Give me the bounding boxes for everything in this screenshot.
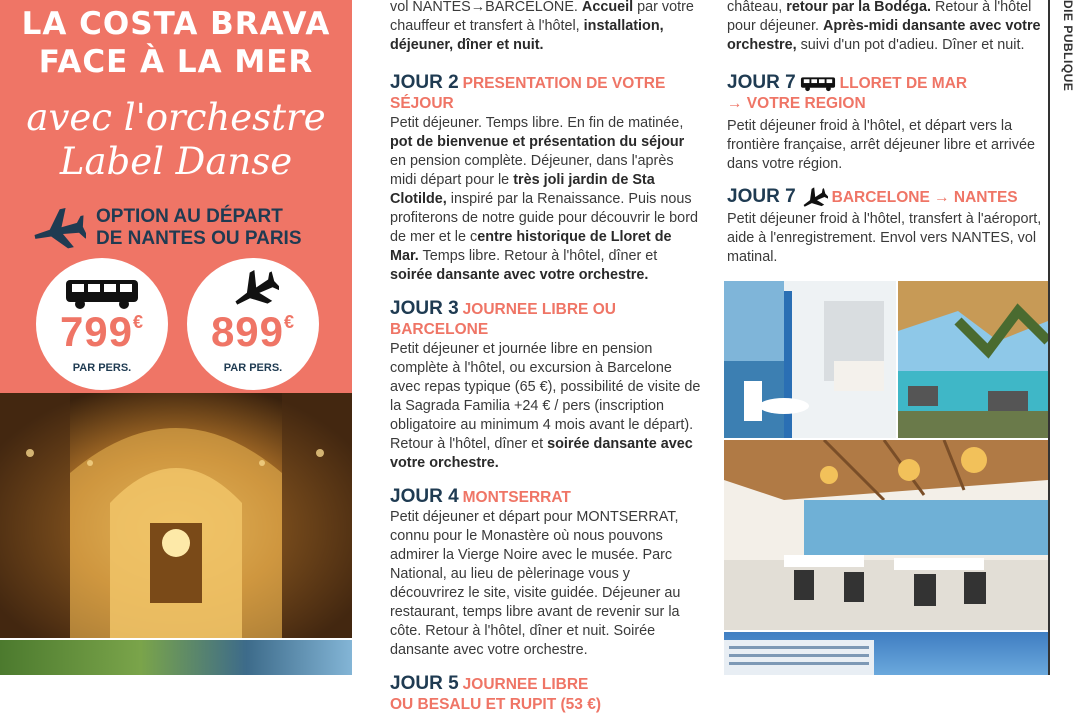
- day7a-title-line2: → VOTRE REGION: [727, 95, 866, 112]
- day7-plane-section: [727, 186, 1043, 267]
- price-plane-circle: [187, 258, 319, 390]
- day7b-title: BARCELONE → NANTES: [831, 188, 1018, 206]
- hero-script-line2: Label Danse: [59, 140, 293, 183]
- day7a-title-line1: LLORET DE MAR: [839, 75, 968, 92]
- day7b-text: Petit déjeuner froid à l'hôtel, transfert à l'aéroport, aide à l'enregistrement. Envol vers NANTES, vol matinal.: [727, 211, 1042, 265]
- plane-icon: [800, 186, 828, 210]
- day2-title: PRESENTATION DE VOTRE SÉJOUR: [390, 75, 666, 112]
- day6-continued: château, retour par la Bodéga. Retour à l'hôtel pour déjeuner. Après-midi dansante avec votre orchestre, suivi d'un pot d'adieu. Dîner et nuit.: [727, 0, 1041, 53]
- hotel-restaurant-photo: [724, 440, 1048, 630]
- side-vertical-label: DIE PUBLIQUE: [1061, 0, 1075, 92]
- price-plane-label: PAR PERS.: [223, 362, 283, 374]
- day5-title-line2: OU BESALU ET RUPIT (53 €): [390, 696, 601, 713]
- day2-number: JOUR 2: [390, 72, 459, 93]
- day3-title: JOURNEE LIBRE OU BARCELONE: [390, 301, 616, 338]
- hero-script-line1: avec l'orchestre: [26, 96, 326, 139]
- hotel-balcony-photo: [724, 281, 896, 438]
- day7-bus-section: [727, 73, 1043, 174]
- day4-number: JOUR 4: [390, 486, 459, 507]
- day5-title-line1: JOURNEE LIBRE: [462, 676, 589, 693]
- day2-text: Petit déjeuner. Temps libre. En fin de matinée, pot de bienvenue et présentation du séjour en pension complète. Déjeuner, dans l'après midi départ pour le très joli jardin de Sta Clotilde, inspiré par la Renaissance. Puis nous profiterons de notre guide pour découvrir le bord de mer et le centre historique de Lloret de Mar. Temps libre. Retour à l'hôtel, dîner et soirée dansante avec votre orchestre.: [390, 115, 698, 283]
- bus-icon: [800, 75, 836, 93]
- day5-number: JOUR 5: [390, 673, 459, 694]
- itinerary-column-1: [390, 0, 703, 714]
- day5-section: [390, 674, 703, 714]
- hotel-pool-photo: [898, 281, 1048, 438]
- plane-icon: [30, 204, 86, 252]
- hero-title-line1: LA COSTA BRAVA: [21, 6, 331, 42]
- day2-section: [390, 73, 703, 285]
- day3-number: JOUR 3: [390, 298, 459, 319]
- option-line1: OPTION AU DÉPART: [96, 206, 283, 227]
- itinerary-column-2: [727, 0, 1043, 267]
- plane-icon: [229, 266, 279, 312]
- day4-text: Petit déjeuner et départ pour MONTSERRAT, connu pour le Monastère où nous pouvons admirer la Vierge Noire avec le musée. Parc National, au lieu de pèlerinage vous y découvrirez le site, visite guidée. Déjeuner au restaurant, temps libre avant de revenir sur la côte. Retour à l'hôtel, dîner et nuit. Soirée dansante avec votre orchestre.: [390, 509, 681, 658]
- montserrat-basilica-photo: [0, 393, 352, 638]
- price-bus-label: PAR PERS.: [72, 362, 132, 374]
- day3-section: [390, 299, 703, 473]
- hero-panel: [0, 0, 352, 393]
- day4-title: MONTSERRAT: [462, 489, 571, 506]
- day7a-number: JOUR 7: [727, 72, 796, 93]
- option-line2: DE NANTES OU PARIS: [96, 228, 302, 249]
- price-bus: 799€: [59, 308, 145, 355]
- garden-photo: [0, 640, 352, 675]
- bus-icon: [64, 278, 140, 310]
- price-plane: 899€: [210, 308, 296, 355]
- day7a-text: Petit déjeuner froid à l'hôtel, et départ vers la frontière française, arrêt déjeuner libre et arrivée dans votre région.: [727, 118, 1035, 172]
- hero-title-line2: FACE À LA MER: [38, 44, 314, 80]
- day3-text: Petit déjeuner et journée libre en pension complète à l'hôtel, ou excursion à Barcelone avec repas typique (65 €), possibilité de visite de la Sagrada Familia +24 € / pers (inscription obligatoire au minimum 4 mois avant le départ). Retour à l'hôtel, dîner et soirée dansante avec votre orchestre.: [390, 341, 701, 471]
- price-bus-circle: [36, 258, 168, 390]
- page-edge-divider: [1048, 0, 1050, 675]
- day7b-number: JOUR 7: [727, 185, 796, 207]
- hotel-exterior-photo: [724, 632, 1048, 675]
- day4-section: [390, 487, 703, 660]
- day1-continued: vol NANTES→BARCELONE. Accueil par votre chauffeur et transfert à l'hôtel, installation, déjeuner, dîner et nuit.: [390, 0, 694, 53]
